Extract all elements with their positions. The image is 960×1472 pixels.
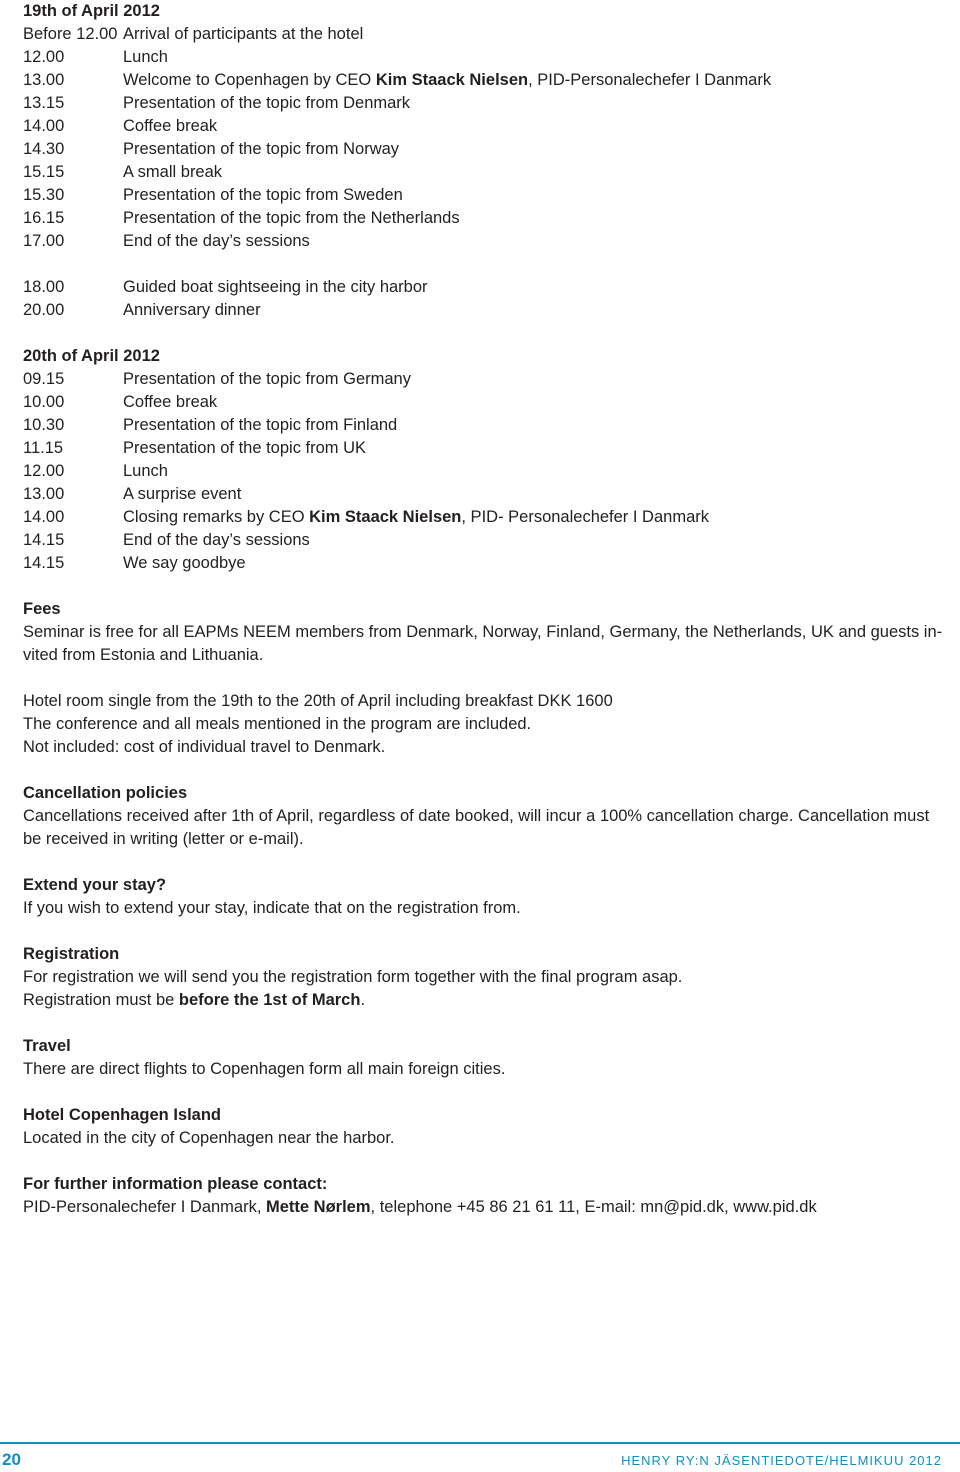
spacer — [23, 1150, 955, 1173]
item-desc: Presentation of the topic from the Netherlands — [123, 209, 460, 227]
desc-prefix: Closing remarks by CEO — [123, 508, 310, 526]
item-desc: Lunch — [123, 48, 168, 66]
item-desc: Lunch — [123, 462, 168, 480]
item-desc: Coffee break — [123, 117, 218, 135]
fees-not-included: Not included: cost of individual travel to Denmark. — [23, 738, 386, 756]
day2-item-3 — [23, 437, 955, 460]
item-time: 14.30 — [23, 140, 65, 158]
item-desc: A surprise event — [123, 485, 242, 503]
spacer — [23, 667, 955, 690]
footer-rule — [0, 1442, 960, 1444]
spacer — [23, 322, 955, 345]
spacer — [23, 253, 955, 276]
travel-title: Travel — [23, 1037, 71, 1055]
document-page — [23, 0, 955, 1219]
fees-title: Fees — [23, 600, 61, 618]
day1-item-9 — [23, 230, 955, 253]
item-time: 13.00 — [23, 485, 65, 503]
item-desc: A small break — [123, 163, 223, 181]
day1-item-5 — [23, 138, 955, 161]
contact-title: For further information please contact: — [23, 1175, 328, 1193]
registration-line-2 — [23, 989, 955, 1012]
registration-title: Registration — [23, 945, 120, 963]
travel-text: There are direct flights to Copenhagen form all main foreign cities. — [23, 1060, 506, 1078]
spacer — [23, 1012, 955, 1035]
contact-details: , telephone +45 86 21 61 11, E-mail: mn@pid.dk, www.pid.dk — [370, 1198, 817, 1216]
day1-item-2 — [23, 69, 955, 92]
registration-prefix: Registration must be — [23, 991, 179, 1009]
contact-line — [23, 1196, 955, 1219]
item-time: 14.15 — [23, 554, 65, 572]
item-time: 12.00 — [23, 48, 65, 66]
day2-title: 20th of April 2012 — [23, 347, 160, 365]
day2-item-0 — [23, 368, 955, 391]
contact-prefix: PID-Personalechefer I Danmark, — [23, 1198, 267, 1216]
spacer — [23, 1081, 955, 1104]
desc-suffix: , PID-Personalechefer I Danmark — [528, 71, 772, 89]
ceo-name: Kim Staack Nielsen — [375, 71, 529, 89]
day2-item-2 — [23, 414, 955, 437]
spacer — [23, 759, 955, 782]
item-time: 13.00 — [23, 71, 65, 89]
item-time: 11.15 — [23, 439, 64, 457]
registration-deadline: before the 1st of March — [178, 991, 361, 1009]
fees-included: The conference and all meals mentioned in the program are included. — [23, 715, 532, 733]
day1-item-4 — [23, 115, 955, 138]
day2-item-1 — [23, 391, 955, 414]
registration-line-1: For registration we will send you the registration form together with the final program asap. — [23, 968, 683, 986]
desc-suffix: , PID- Personalechefer I Danmark — [461, 508, 709, 526]
day2-item-7 — [23, 529, 955, 552]
item-time: 15.15 — [23, 163, 65, 181]
day2-item-8 — [23, 552, 955, 575]
item-desc — [123, 506, 955, 529]
day1-item-3 — [23, 92, 955, 115]
day1-item-7 — [23, 184, 955, 207]
fees-line-1: Seminar is free for all EAPMs NEEM members from Denmark, Norway, Finland, Germany, the Netherlands, UK and guests in- — [23, 623, 943, 641]
day2-item-6 — [23, 506, 955, 529]
item-desc: Presentation of the topic from Finland — [123, 416, 398, 434]
fees-line-2: vited from Estonia and Lithuania. — [23, 646, 264, 664]
item-time: 10.30 — [23, 416, 65, 434]
day2-item-5 — [23, 483, 955, 506]
item-time: 14.00 — [23, 117, 65, 135]
page-number: 20 — [2, 1450, 21, 1469]
cancellation-line-1: Cancellations received after 1th of April, regardless of date booked, will incur a 100% cancellation charge. Cancellation must — [23, 807, 930, 825]
day1-item-6 — [23, 161, 955, 184]
item-desc: Presentation of the topic from UK — [123, 439, 367, 457]
hotel-title: Hotel Copenhagen Island — [23, 1106, 222, 1124]
item-time: 09.15 — [23, 370, 65, 388]
extend-text: If you wish to extend your stay, indicate that on the registration from. — [23, 899, 521, 917]
item-time: 14.15 — [23, 531, 65, 549]
spacer — [23, 851, 955, 874]
item-desc — [123, 69, 955, 92]
item-desc: Anniversary dinner — [123, 301, 261, 319]
item-time: 20.00 — [23, 301, 65, 319]
item-time: 16.15 — [23, 209, 65, 227]
item-desc: Presentation of the topic from Norway — [123, 140, 400, 158]
publication-name: HENRY RY:N JÄSENTIEDOTE/HELMIKUU 2012 — [621, 1453, 942, 1468]
ceo-name: Kim Staack Nielsen — [309, 508, 462, 526]
hotel-text: Located in the city of Copenhagen near the harbor. — [23, 1129, 395, 1147]
day1-item-0 — [23, 23, 955, 46]
item-time: 15.30 — [23, 186, 65, 204]
day1-item-8 — [23, 207, 955, 230]
day1-item-1 — [23, 46, 955, 69]
item-desc: Guided boat sightseeing in the city harbor — [123, 278, 428, 296]
registration-suffix: . — [360, 991, 366, 1009]
item-time: 14.00 — [23, 508, 65, 526]
spacer — [23, 575, 955, 598]
desc-prefix: Welcome to Copenhagen by CEO — [123, 71, 376, 89]
item-time: 18.00 — [23, 278, 65, 296]
contact-name: Mette Nørlem — [266, 1198, 371, 1216]
day2-item-4 — [23, 460, 955, 483]
item-desc: Presentation of the topic from Germany — [123, 370, 411, 388]
item-desc: Coffee break — [123, 393, 218, 411]
item-time: 13.15 — [23, 94, 65, 112]
item-desc: We say goodbye — [123, 554, 246, 572]
day1-title: 19th of April 2012 — [23, 2, 160, 20]
extend-title: Extend your stay? — [23, 876, 167, 894]
cancellation-title: Cancellation policies — [23, 784, 188, 802]
item-time: 17.00 — [23, 232, 65, 250]
day1-evening-1 — [23, 299, 955, 322]
spacer — [23, 920, 955, 943]
item-desc: Presentation of the topic from Sweden — [123, 186, 403, 204]
item-time: 10.00 — [23, 393, 65, 411]
cancellation-line-2: be received in writing (letter or e-mail). — [23, 830, 304, 848]
item-desc: End of the day’s sessions — [123, 531, 310, 549]
item-time: 12.00 — [23, 462, 65, 480]
item-desc: Arrival of participants at the hotel — [123, 25, 364, 43]
day1-evening-0 — [23, 276, 955, 299]
item-time: Before 12.00 — [23, 25, 118, 43]
fees-hotel: Hotel room single from the 19th to the 20th of April including breakfast DKK 1600 — [23, 692, 613, 710]
item-desc: End of the day’s sessions — [123, 232, 310, 250]
item-desc: Presentation of the topic from Denmark — [123, 94, 411, 112]
